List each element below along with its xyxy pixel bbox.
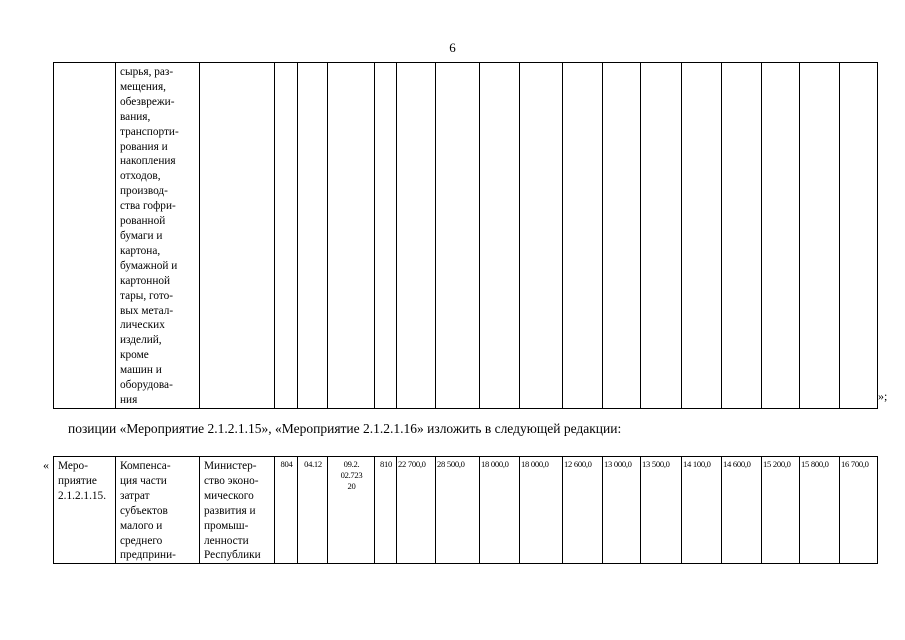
text-line: субъектов bbox=[120, 504, 168, 517]
text-line: мического bbox=[204, 489, 254, 502]
text-line: обезврежи- bbox=[120, 95, 175, 108]
text-line: картона, bbox=[120, 244, 161, 257]
grbs-cell: 804 bbox=[275, 457, 298, 564]
text-line: накопления bbox=[120, 155, 176, 168]
text-line: ция части bbox=[120, 474, 167, 487]
text-line: бумаги и bbox=[120, 229, 163, 242]
executor-cell bbox=[200, 457, 275, 564]
value-cell: 18 000,0 bbox=[480, 457, 520, 564]
text-line: бумажной и bbox=[120, 259, 178, 272]
closing-quote: »; bbox=[878, 389, 888, 403]
text-line: оборудова- bbox=[120, 379, 173, 392]
vr-cell: 810 bbox=[375, 457, 397, 564]
continuation-table bbox=[53, 62, 878, 409]
text-line: производ- bbox=[120, 185, 168, 198]
table-cell bbox=[762, 63, 800, 409]
text-line: Компенса- bbox=[120, 460, 171, 472]
value-cell: 12 600,0 bbox=[563, 457, 603, 564]
table-cell bbox=[563, 63, 603, 409]
table-cell bbox=[328, 63, 375, 409]
table-row bbox=[54, 457, 878, 564]
continuation-name-cell bbox=[116, 63, 200, 409]
table-cell bbox=[275, 63, 298, 409]
text-line: приятие bbox=[58, 474, 97, 487]
text-line: промыш- bbox=[204, 519, 249, 532]
text-line: 09.2. bbox=[343, 459, 360, 469]
text-line: вания, bbox=[120, 110, 151, 123]
text-line: машин и bbox=[120, 364, 162, 377]
table-cell bbox=[520, 63, 563, 409]
value-cell: 15 800,0 bbox=[800, 457, 840, 564]
text-line: изделий, bbox=[120, 334, 162, 347]
table-cell bbox=[54, 63, 116, 409]
page-number: 6 bbox=[449, 40, 456, 55]
table-row bbox=[54, 63, 878, 409]
text-line: ленности bbox=[204, 534, 249, 547]
value-cell: 28 500,0 bbox=[436, 457, 480, 564]
table-cell bbox=[682, 63, 722, 409]
amendment-paragraph: позиции «Мероприятие 2.1.2.1.15», «Мероприятие 2.1.2.1.16» изложить в следующей редакции: bbox=[68, 421, 622, 436]
text-line: среднего bbox=[120, 534, 163, 547]
new-row-table bbox=[53, 456, 878, 564]
text-line: вых метал- bbox=[120, 304, 174, 317]
text-line: затрат bbox=[120, 489, 150, 502]
text-line: отходов, bbox=[120, 170, 161, 183]
text-line: 02.723 bbox=[340, 470, 363, 480]
measure-name-cell bbox=[116, 457, 200, 564]
table-cell bbox=[840, 63, 878, 409]
text-line: 2.1.2.1.15. bbox=[58, 489, 107, 502]
table-cell bbox=[603, 63, 641, 409]
text-line: Республики bbox=[204, 549, 261, 562]
text-line: ния bbox=[120, 393, 138, 406]
text-line: мещения, bbox=[120, 80, 166, 93]
text-line: малого и bbox=[120, 519, 163, 532]
opening-quote: « bbox=[43, 458, 49, 472]
table-cell bbox=[298, 63, 328, 409]
value-cell: 22 700,0 bbox=[397, 457, 436, 564]
text-line: кроме bbox=[120, 349, 149, 362]
text-line: тары, гото- bbox=[120, 289, 174, 302]
text-line: развития и bbox=[204, 504, 256, 517]
value-cell: 18 000,0 bbox=[520, 457, 563, 564]
table-cell bbox=[641, 63, 682, 409]
rzpr-cell: 04.12 bbox=[298, 457, 328, 564]
text-line: 20 bbox=[347, 481, 356, 491]
table-cell bbox=[375, 63, 397, 409]
table-cell bbox=[800, 63, 840, 409]
text-line: Меро- bbox=[58, 460, 88, 472]
value-cell: 13 000,0 bbox=[603, 457, 641, 564]
text-line: картонной bbox=[120, 274, 171, 287]
value-cell: 14 100,0 bbox=[682, 457, 722, 564]
csr-cell bbox=[328, 457, 375, 564]
text-line: ство эконо- bbox=[204, 474, 259, 487]
value-cell: 16 700,0 bbox=[840, 457, 878, 564]
value-cell: 13 500,0 bbox=[641, 457, 682, 564]
text-line: сырья, раз- bbox=[120, 66, 174, 78]
event-cell bbox=[54, 457, 116, 564]
table-cell bbox=[397, 63, 436, 409]
text-line: лических bbox=[120, 319, 165, 332]
table-cell bbox=[722, 63, 762, 409]
table-cell bbox=[200, 63, 275, 409]
text-line: транспорти- bbox=[120, 125, 179, 138]
text-line: предприни- bbox=[120, 549, 176, 562]
text-line: ства гофри- bbox=[120, 200, 176, 213]
text-line: рования и bbox=[120, 140, 168, 153]
text-line: рованной bbox=[120, 215, 166, 228]
text-line: Министер- bbox=[204, 460, 257, 472]
value-cell: 15 200,0 bbox=[762, 457, 800, 564]
table-cell bbox=[480, 63, 520, 409]
value-cell: 14 600,0 bbox=[722, 457, 762, 564]
table-cell bbox=[436, 63, 480, 409]
